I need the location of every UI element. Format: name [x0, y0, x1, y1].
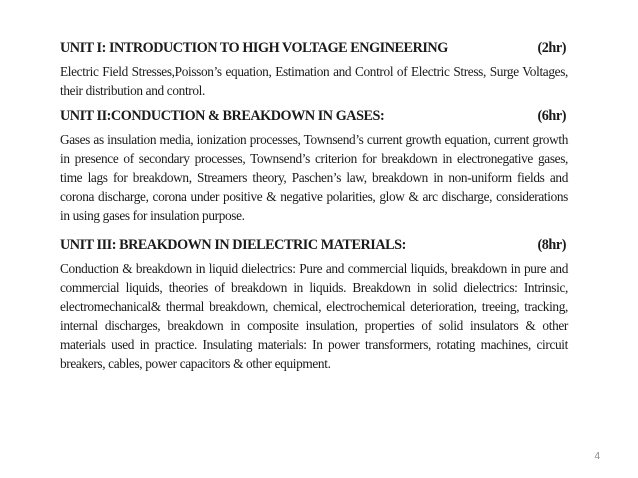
page-number: 4: [594, 451, 600, 462]
unit-hours: (6hr): [537, 108, 566, 124]
unit-hours: (2hr): [537, 40, 566, 56]
unit-section-3: [60, 237, 568, 373]
unit-body: Gases as insulation media, ionization processes, Townsend’s current growth equation, current growth in presence of secondary processes, Townsend’s criterion for breakdown in electronegative gases, time lags for breakdown, Streamers theory, Paschen’s law, breakdown in non-uniform fields and corona discharge, corona under positive & negative polarities, glow & arc discharge, considerations in using gases for insulation purpose.: [60, 132, 568, 223]
unit-title: UNIT II:CONDUCTION & BREAKDOWN IN GASES:: [60, 108, 385, 124]
unit-hours: (8hr): [537, 237, 566, 253]
unit-section-2: [60, 108, 568, 225]
unit-header: [60, 40, 568, 57]
unit-body: Electric Field Stresses,Poisson’s equation, Estimation and Control of Electric Stress, Surge Voltages, their distribution and control.: [60, 64, 568, 98]
unit-section-1: [60, 40, 568, 100]
unit-header: [60, 237, 568, 254]
unit-title: UNIT I: INTRODUCTION TO HIGH VOLTAGE ENGINEERING: [60, 40, 448, 56]
syllabus-page: [60, 40, 568, 381]
unit-header: [60, 108, 568, 125]
unit-body: Conduction & breakdown in liquid dielectrics: Pure and commercial liquids, breakdown in pure and commercial liquids, theories of breakdown in liquids. Breakdown in solid dielectrics: Intrinsic, electromechanical& thermal breakdown, chemical, electrochemical deterioration, treeing, tracking, internal discharges, breakdown in composite insulation, properties of solid insulators & other materials used in practice. Insulating materials: In power transformers, rotating machines, circuit breakers, cables, power capacitors & other equipment.: [60, 261, 568, 371]
unit-title: UNIT III: BREAKDOWN IN DIELECTRIC MATERIALS:: [60, 237, 406, 253]
